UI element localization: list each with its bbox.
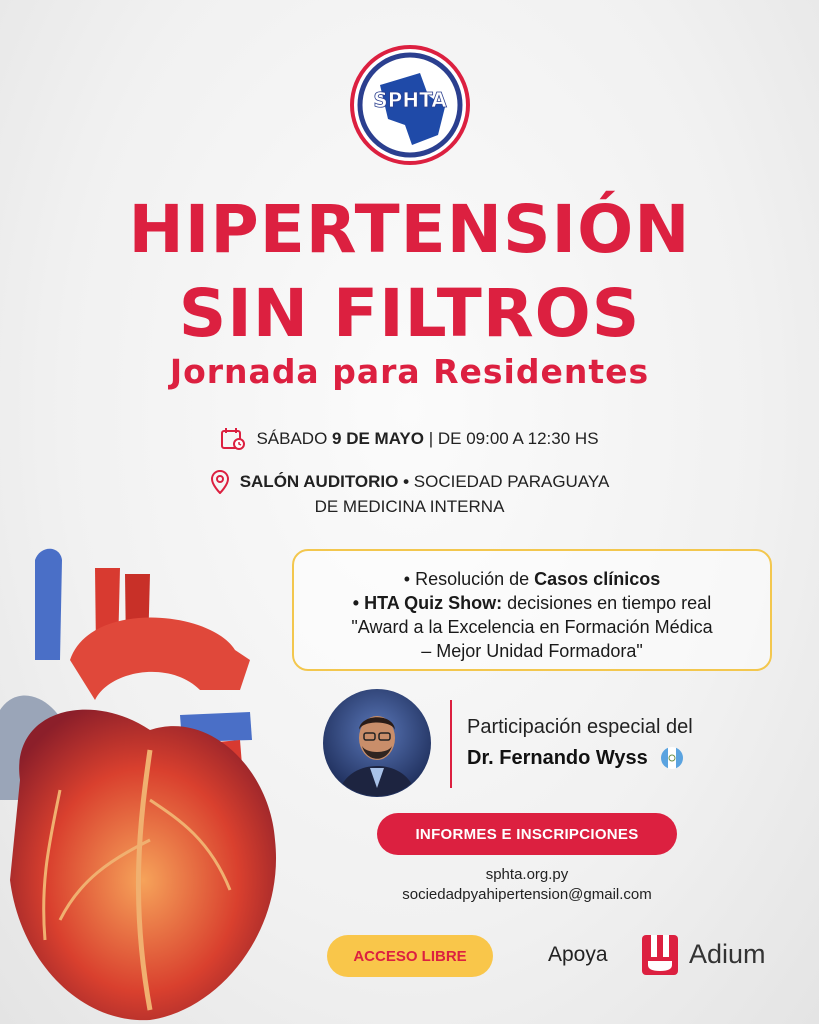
website-link[interactable]: sphta.org.py	[485, 866, 569, 883]
venue-line-2: DE MEDICINA INTERNA	[314, 497, 505, 516]
venue-bold: SALÓN AUDITORIO •	[239, 472, 410, 491]
sponsor-name: Adium	[689, 939, 766, 969]
informes-button[interactable]: INFORMES E INSCRIPCIONES	[377, 813, 677, 855]
highlight-2-rest: decisiones en tiempo real	[502, 593, 712, 613]
email-link[interactable]: sociedadpyahipertension@gmail.com	[402, 886, 652, 903]
venue-rest: SOCIEDAD PARAGUAYA	[409, 472, 610, 491]
calendar-icon	[220, 427, 246, 451]
highlights-box	[292, 549, 772, 671]
location-pin-icon	[210, 470, 230, 494]
guatemala-flag-icon	[660, 746, 684, 770]
highlight-item-3: "Award a la Excelencia en Formación Médica	[351, 617, 713, 637]
date-prefix: SÁBADO	[256, 429, 333, 448]
adium-logo-icon	[642, 935, 678, 975]
speaker-intro: Participación especial del	[467, 716, 693, 738]
speaker-name: Dr. Fernando Wyss	[467, 746, 648, 769]
highlight-1-bold: Casos clínicos	[534, 569, 661, 589]
speaker-name-row	[467, 746, 684, 770]
acceso-libre-badge: ACCESO LIBRE	[327, 935, 493, 977]
event-date	[0, 427, 819, 451]
highlight-item-2	[294, 591, 770, 615]
sphta-logo	[350, 45, 470, 165]
highlight-2-bold: • HTA Quiz Show:	[352, 593, 503, 613]
support-label: Apoya	[548, 943, 608, 966]
highlight-item-4: – Mejor Unidad Formadora"	[421, 641, 643, 661]
highlight-item-1	[294, 567, 770, 591]
highlight-1-prefix: • Resolución de	[403, 569, 535, 589]
speaker-avatar	[322, 688, 432, 798]
speaker-divider	[450, 700, 452, 788]
date-bold: 9 DE MAYO	[332, 429, 424, 448]
subtitle: Jornada para Residentes	[169, 352, 650, 391]
event-venue	[0, 470, 819, 494]
heart-illustration	[0, 540, 300, 1024]
title-line-2: SIN FILTROS	[178, 275, 641, 352]
title-line-1: HIPERTENSIÓN	[128, 191, 691, 268]
logo-text: SPHTA	[373, 88, 447, 112]
date-suffix: | DE 09:00 A 12:30 HS	[424, 429, 599, 448]
